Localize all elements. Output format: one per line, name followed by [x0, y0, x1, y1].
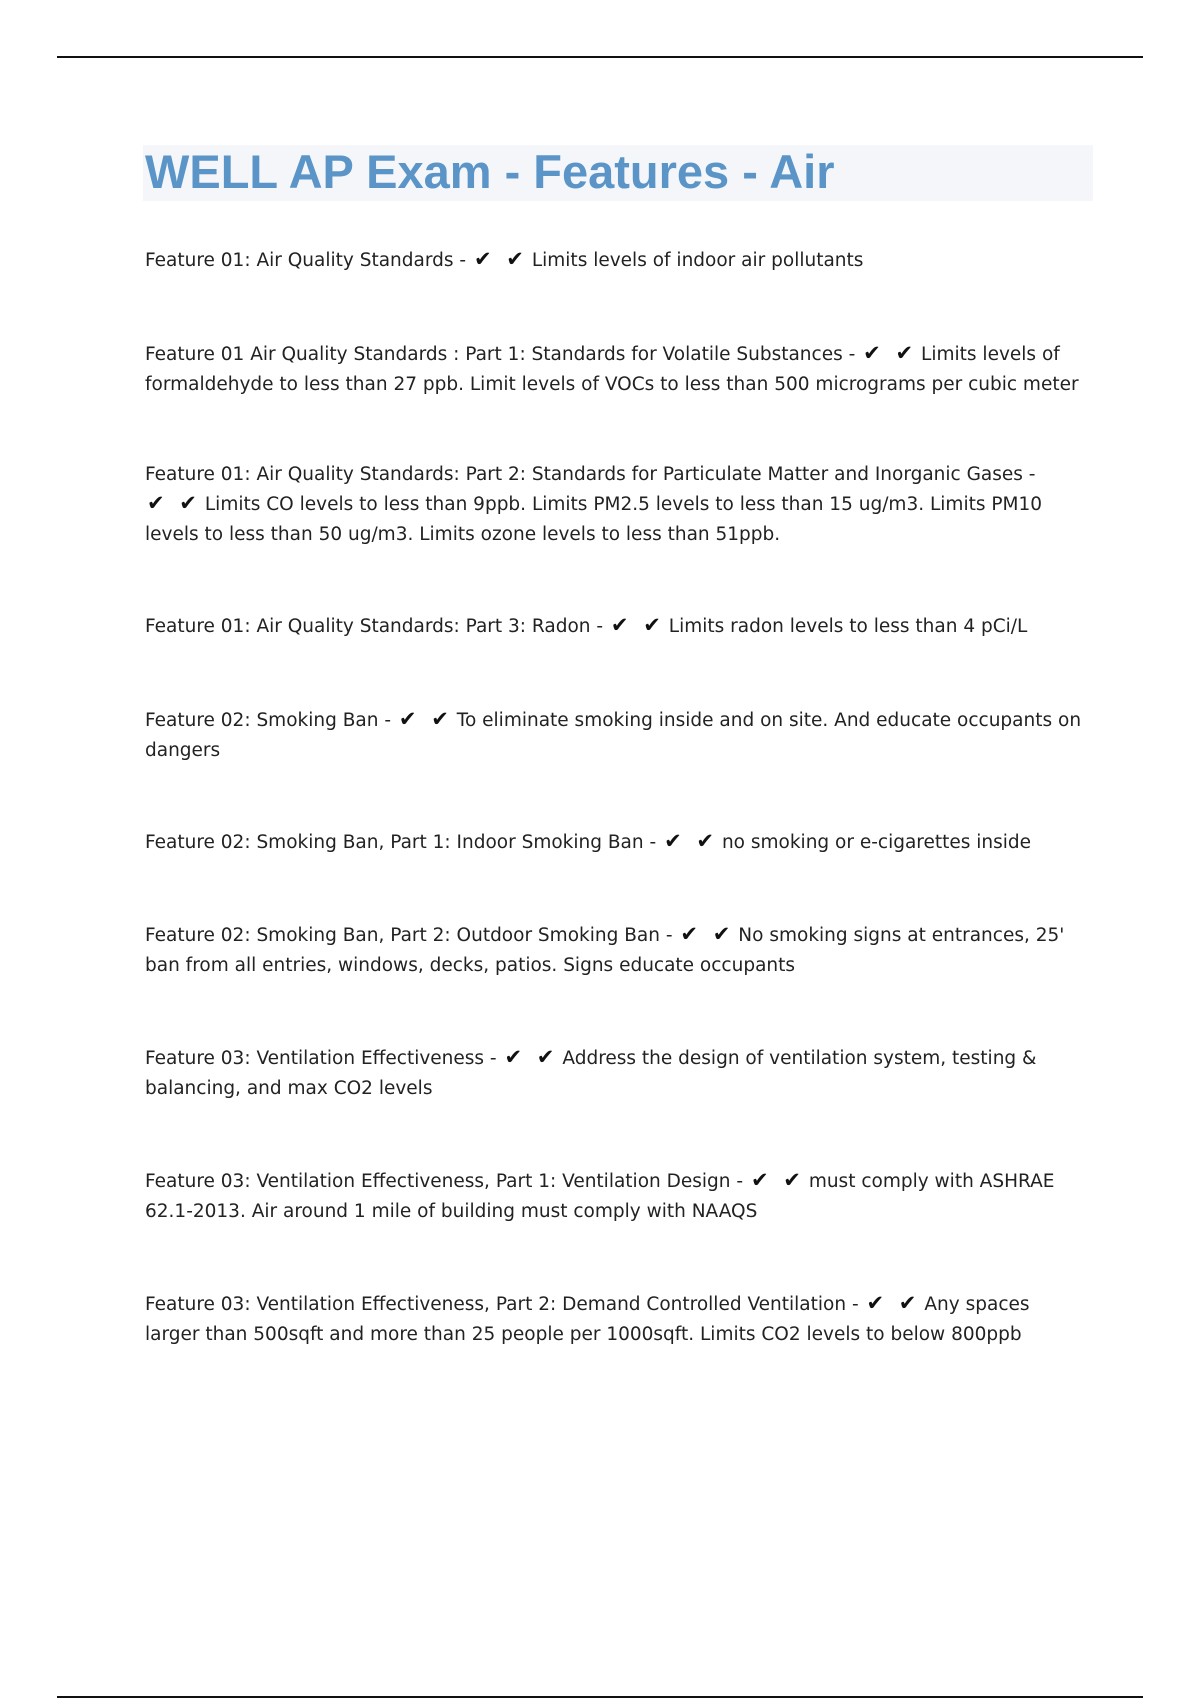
qa-definition: Limits CO levels to less than 9ppb. Limits PM2.5 levels to less than 15 ug/m3. Limits PM10 levels to less than 50 ug/m3. Limits ozone levels to less than 51ppb. — [145, 494, 1043, 545]
qa-term: Feature 02: Smoking Ban, Part 1: Indoor Smoking Ban - — [145, 832, 663, 853]
check-icon: ✔ ✔ — [504, 1045, 559, 1069]
qa-term: Feature 03: Ventilation Effectiveness - — [145, 1048, 503, 1069]
check-icon: ✔ ✔ — [863, 341, 918, 365]
check-icon: ✔ ✔ — [610, 613, 665, 637]
qa-definition: Limits levels of formaldehyde to less than 27 ppb. Limit levels of VOCs to less than 500 micrograms per cubic meter — [145, 344, 1079, 395]
qa-term: Feature 03: Ventilation Effectiveness, Part 1: Ventilation Design - — [145, 1171, 749, 1192]
qa-definition: Limits radon levels to less than 4 pCi/L — [668, 616, 1028, 637]
qa-definition: no smoking or e-cigarettes inside — [721, 832, 1032, 853]
qa-definition: Any spaces larger than 500sqft and more than 25 people per 1000sqft. Limits CO2 levels to below 800ppb — [145, 1294, 1030, 1345]
qa-term: Feature 01: Air Quality Standards - — [145, 250, 472, 271]
qa-item — [145, 460, 1085, 550]
qa-term: Feature 03: Ventilation Effectiveness, Part 2: Demand Controlled Ventilation - — [145, 1294, 865, 1315]
qa-item — [145, 706, 1085, 766]
check-icon: ✔ ✔ — [866, 1291, 921, 1315]
check-icon: ✔ ✔ — [398, 707, 453, 731]
qa-term: Feature 01 Air Quality Standards : Part 1: Standards for Volatile Substances - — [145, 344, 862, 365]
qa-item — [145, 340, 1085, 400]
check-icon: ✔ ✔ — [664, 829, 718, 853]
check-icon: ✔ ✔ — [147, 491, 201, 515]
qa-term: Feature 01: Air Quality Standards: Part 3: Radon - — [145, 616, 609, 637]
qa-definition: No smoking signs at entrances, 25' ban from all entries, windows, decks, patios. Signs educate occupants — [145, 925, 1065, 976]
footer-rule — [57, 1696, 1143, 1698]
qa-definition: Limits levels of indoor air pollutants — [531, 250, 864, 271]
header-rule — [57, 56, 1143, 58]
qa-item — [145, 246, 1085, 276]
qa-term: Feature 02: Smoking Ban, Part 2: Outdoor Smoking Ban - — [145, 925, 679, 946]
check-icon: ✔ ✔ — [473, 247, 528, 271]
qa-item — [145, 828, 1085, 858]
qa-item — [145, 1290, 1085, 1350]
qa-definition: To eliminate smoking inside and on site. And educate occupants on dangers — [145, 710, 1082, 761]
qa-term: Feature 02: Smoking Ban - — [145, 710, 397, 731]
qa-term: Feature 01: Air Quality Standards: Part 2: Standards for Particulate Matter and Inorganic Gases - — [145, 464, 1036, 485]
qa-definition: Address the design of ventilation system, testing & balancing, and max CO2 levels — [145, 1048, 1037, 1099]
check-icon: ✔ ✔ — [680, 922, 735, 946]
qa-item — [145, 921, 1085, 981]
qa-definition: must comply with ASHRAE 62.1-2013. Air around 1 mile of building must comply with NAAQS — [145, 1171, 1055, 1222]
check-icon: ✔ ✔ — [750, 1168, 805, 1192]
qa-item — [145, 612, 1085, 642]
qa-item — [145, 1044, 1085, 1104]
document-title: WELL AP Exam - Features - Air — [145, 145, 835, 198]
qa-item — [145, 1167, 1085, 1227]
qa-list — [145, 246, 1085, 1350]
